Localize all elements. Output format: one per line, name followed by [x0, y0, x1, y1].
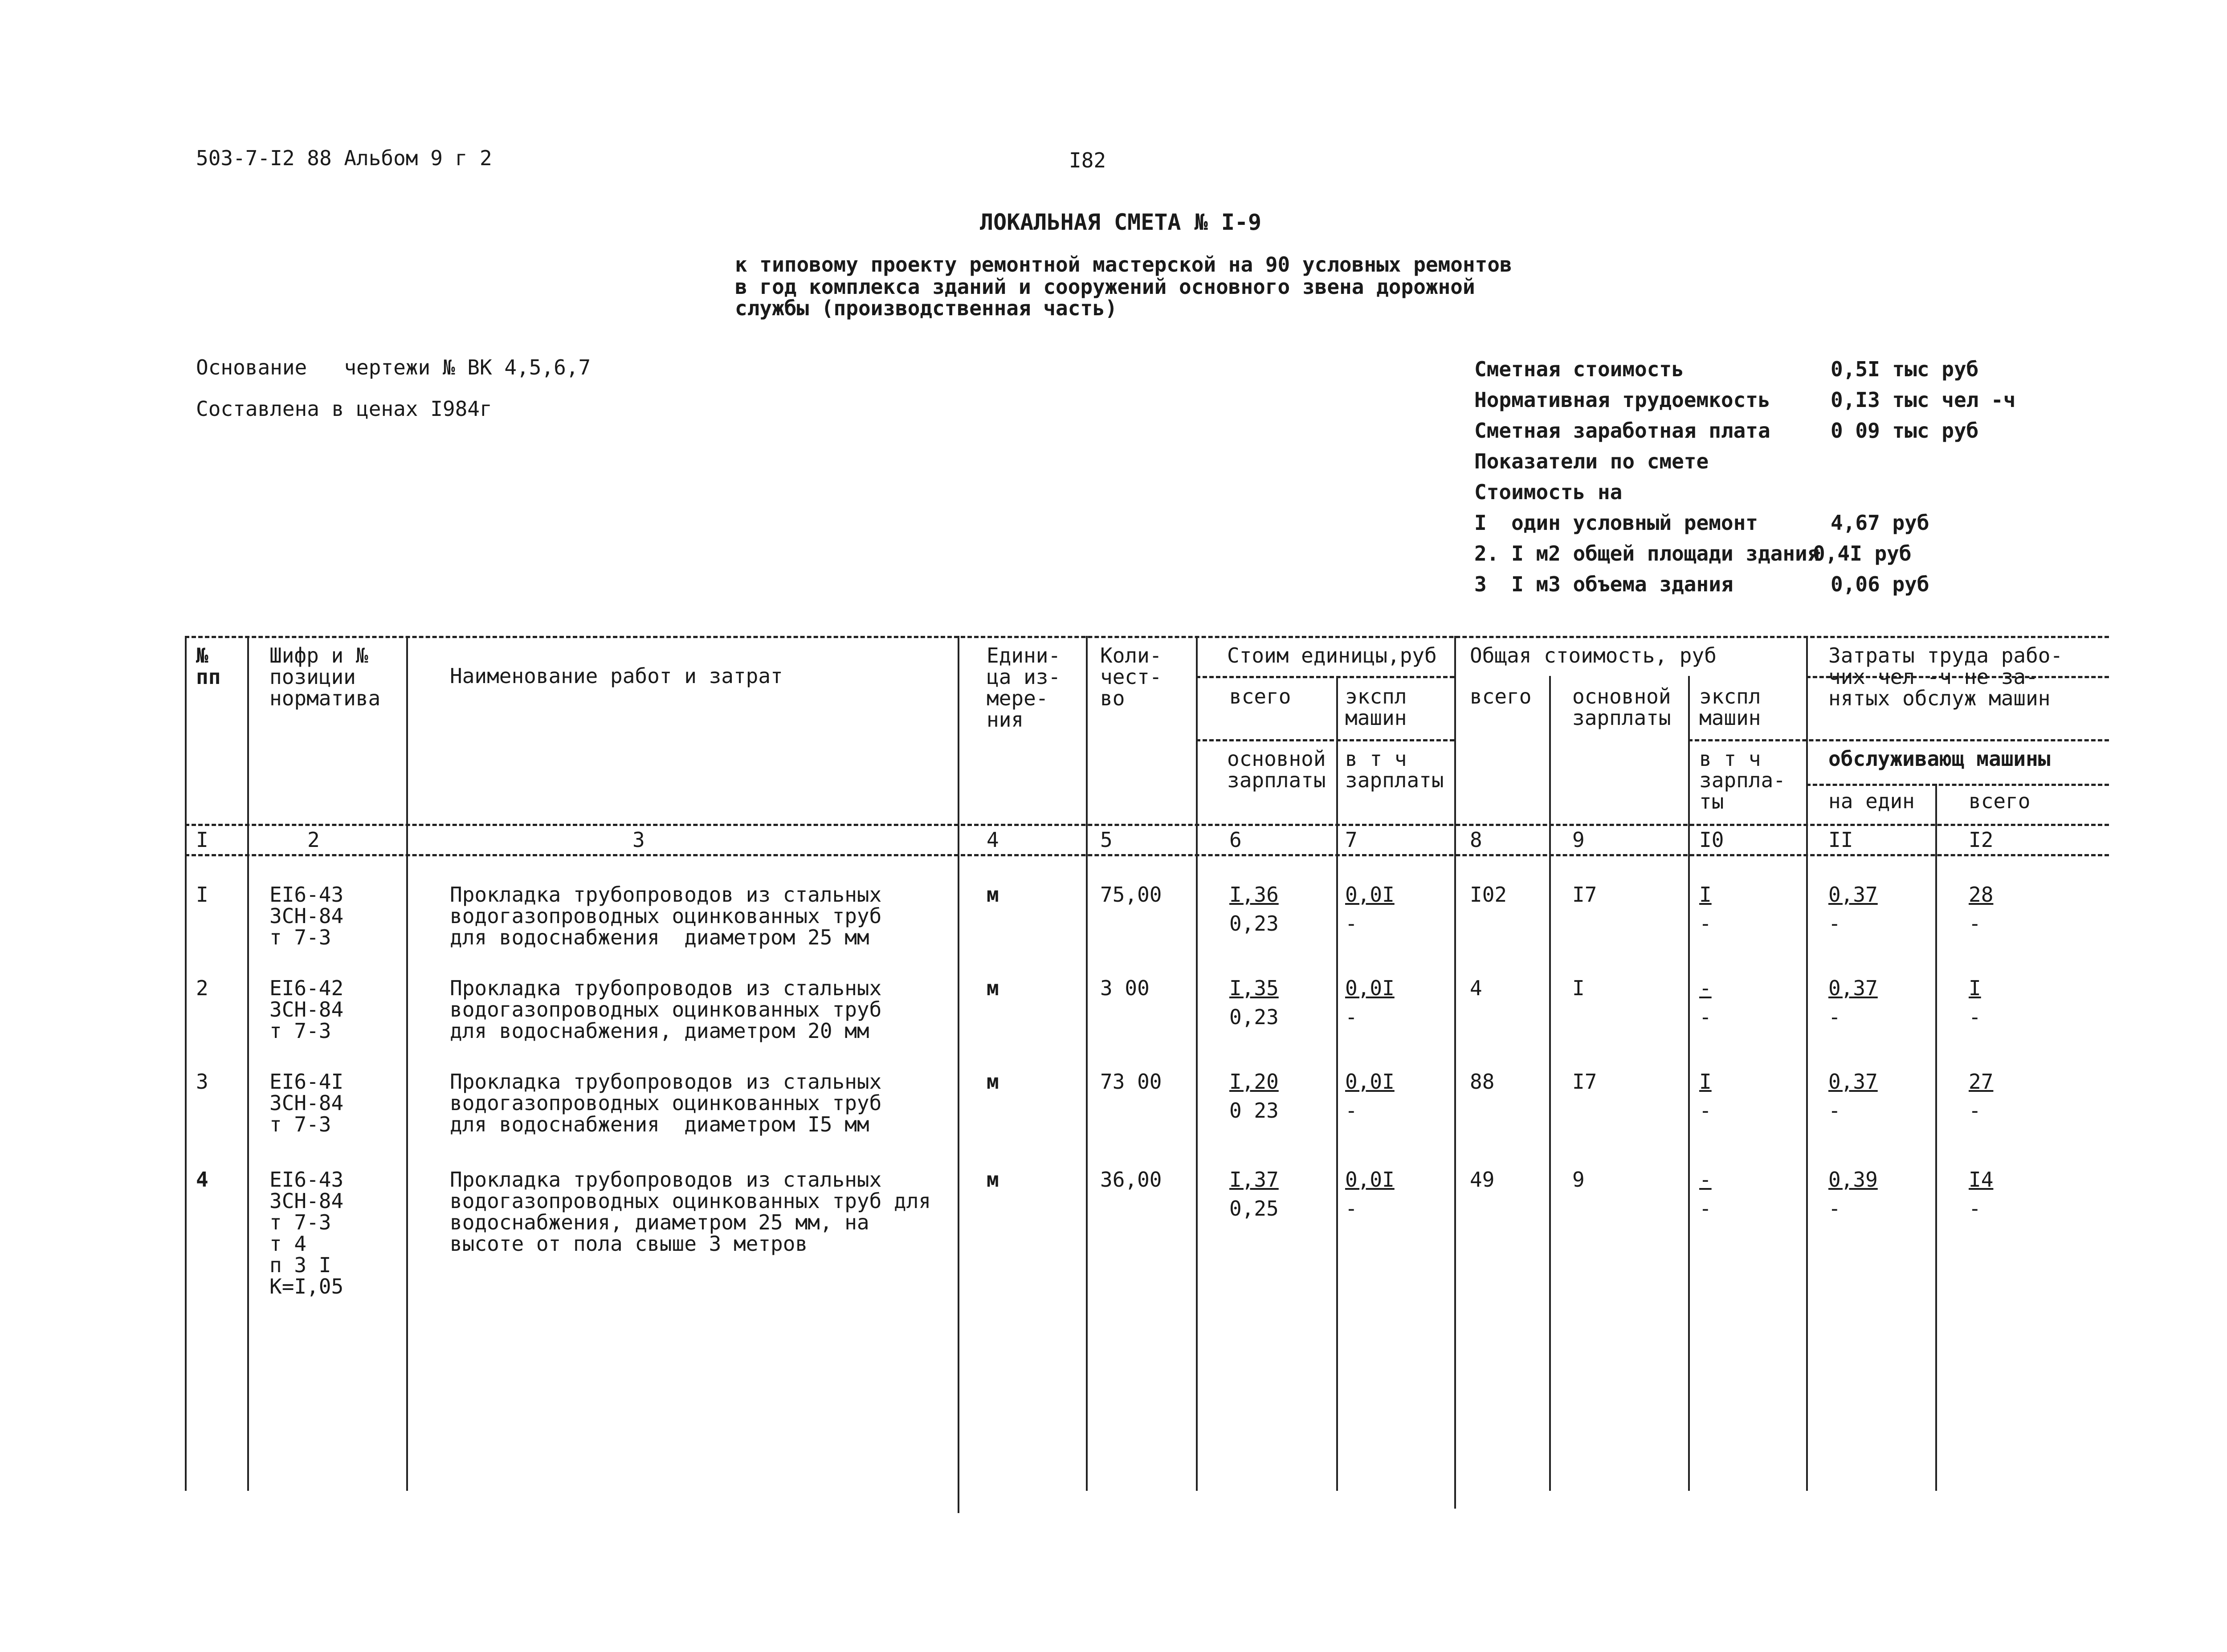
row-unit-wage: 0,23 — [1229, 911, 1279, 936]
row-labor-total: I4 — [1969, 1168, 1994, 1192]
row-labor-unit: 0,37 — [1828, 976, 1878, 1000]
row-unit-total: I,37 — [1229, 1168, 1279, 1192]
header-unit-machines: экспл машин — [1345, 684, 1407, 730]
row-total-machine-wage: - — [1699, 1099, 1712, 1123]
row-labor-total-2: - — [1969, 1005, 1981, 1029]
row-code: EI6-43 ЗСН-84 т 7-3 — [269, 883, 344, 949]
subtitle-line-3: службы (производственная часть) — [735, 296, 1118, 320]
summary-value: 0,I3 тыс чел -ч — [1831, 388, 2016, 412]
header-total-cost-group: Общая стоимость, руб — [1470, 643, 1717, 667]
row-machine-wage: - — [1345, 1196, 1358, 1221]
header-labor-total: всего — [1969, 789, 2031, 813]
row-num: 4 — [196, 1168, 208, 1192]
row-unit-wage: 0,23 — [1229, 1005, 1279, 1029]
row-name: Прокладка трубопроводов из стальных водогазопроводных оцинкованных труб для водоснабжения диаметром 25 мм — [450, 883, 882, 949]
header-total-wage: основной зарплаты — [1572, 684, 1671, 730]
row-unit-total: I,20 — [1229, 1070, 1279, 1094]
summary-value: 0 09 тыс руб — [1831, 419, 1979, 443]
header-unit-machine-wage: в т ч зарплаты — [1345, 747, 1444, 792]
page-number: I82 — [1069, 148, 1106, 172]
document-code: 503-7-I2 88 Альбом 9 г 2 — [196, 146, 492, 170]
row-machines: 0,0I — [1345, 1070, 1395, 1094]
column-number: I — [196, 828, 208, 852]
column-number: 3 — [632, 828, 645, 852]
row-total-wage: 9 — [1572, 1168, 1585, 1192]
summary-value: 0,5I тыс руб — [1831, 357, 1979, 381]
row-num: 3 — [196, 1070, 208, 1094]
prices-line: Составлена в ценах I984г — [196, 397, 492, 421]
summary-label: I один условный ремонт — [1474, 511, 1758, 535]
row-name: Прокладка трубопроводов из стальных водогазопроводных оцинкованных труб для водоснабжения, диаметром 25 мм, на высоте от пола свыше 3 метров — [450, 1168, 931, 1256]
row-total: 88 — [1470, 1070, 1495, 1094]
row-labor-total: 28 — [1969, 883, 1994, 907]
summary-label: Сметная заработная плата — [1474, 419, 1770, 443]
row-machines: 0,0I — [1345, 883, 1395, 907]
summary-value: 0,4I руб — [1813, 541, 1912, 566]
header-labor-machines: обслуживающ машины — [1828, 747, 2051, 771]
row-unit: м — [987, 883, 999, 907]
row-total: 4 — [1470, 976, 1482, 1000]
row-num: 2 — [196, 976, 208, 1000]
summary-label: Показатели по смете — [1474, 449, 1709, 473]
row-total-machines: I — [1699, 1070, 1712, 1094]
row-labor-total: 27 — [1969, 1070, 1994, 1094]
column-number: 6 — [1229, 828, 1242, 852]
row-labor-total-2: - — [1969, 1196, 1981, 1221]
row-machine-wage: - — [1345, 1099, 1358, 1123]
column-number: 5 — [1100, 828, 1113, 852]
column-number: I2 — [1969, 828, 1994, 852]
document-title: ЛОКАЛЬНАЯ СМЕТА № I-9 — [980, 209, 1262, 235]
summary-label: 2. I м2 общей площади здания — [1474, 541, 1820, 566]
row-labor-total-2: - — [1969, 911, 1981, 936]
row-unit-wage: 0 23 — [1229, 1099, 1279, 1123]
row-total: I02 — [1470, 883, 1507, 907]
row-labor-unit-2: - — [1828, 1099, 1841, 1123]
row-qty: 73 00 — [1100, 1070, 1162, 1094]
row-qty: 3 00 — [1100, 976, 1150, 1000]
column-number: 2 — [307, 828, 320, 852]
column-number: I0 — [1699, 828, 1724, 852]
row-labor-unit-2: - — [1828, 1196, 1841, 1221]
subtitle-line-1: к типовому проекту ремонтной мастерской на 90 условных ремонтов — [735, 252, 1512, 277]
row-machines: 0,0I — [1345, 976, 1395, 1000]
column-number: 9 — [1572, 828, 1585, 852]
header-num: № пп — [196, 643, 221, 689]
header-total-machines: экспл машин — [1699, 684, 1761, 730]
row-unit: м — [987, 976, 999, 1000]
row-unit-total: I,36 — [1229, 883, 1279, 907]
row-machine-wage: - — [1345, 911, 1358, 936]
header-qty: Коли- чест- во — [1100, 643, 1162, 710]
row-name: Прокладка трубопроводов из стальных водогазопроводных оцинкованных труб для водоснабжения, диаметром 20 мм — [450, 976, 882, 1043]
row-total-machines: I — [1699, 883, 1712, 907]
header-total: всего — [1470, 684, 1532, 708]
row-labor-total: I — [1969, 976, 1981, 1000]
header-labor-group: Затраты труда рабо- чих чел -ч не за- нятых обслуж машин — [1828, 643, 2063, 710]
column-number: 7 — [1345, 828, 1358, 852]
column-number: 4 — [987, 828, 999, 852]
header-total-machine-wage: в т ч зарпла- ты — [1699, 747, 1786, 814]
summary-label: 3 I м3 объема здания — [1474, 572, 1733, 596]
subtitle-line-2: в год комплекса зданий и сооружений основного звена дорожной — [735, 275, 1475, 299]
row-total-machine-wage: - — [1699, 911, 1712, 936]
row-total: 49 — [1470, 1168, 1495, 1192]
row-unit: м — [987, 1168, 999, 1192]
summary-label: Сметная стоимость — [1474, 357, 1684, 381]
header-name: Наименование работ и затрат — [450, 664, 783, 688]
row-unit-total: I,35 — [1229, 976, 1279, 1000]
row-num: I — [196, 883, 208, 907]
row-total-machines: - — [1699, 976, 1712, 1000]
column-number: 8 — [1470, 828, 1482, 852]
row-labor-total-2: - — [1969, 1099, 1981, 1123]
basis-line: Основание чертежи № ВК 4,5,6,7 — [196, 355, 591, 379]
header-unit-wage: основной зарплаты — [1227, 747, 1326, 792]
row-total-wage: I — [1572, 976, 1585, 1000]
summary-value: 4,67 руб — [1831, 511, 1929, 535]
row-labor-unit-2: - — [1828, 911, 1841, 936]
row-code: EI6-4I ЗСН-84 т 7-3 — [269, 1070, 344, 1136]
row-total-machine-wage: - — [1699, 1196, 1712, 1221]
row-labor-unit: 0,39 — [1828, 1168, 1878, 1192]
header-labor-unit: на един — [1828, 789, 1915, 813]
header-unit-total: всего — [1229, 684, 1291, 708]
summary-label: Стоимость на — [1474, 480, 1623, 504]
row-machines: 0,0I — [1345, 1168, 1395, 1192]
header-unit: Едини- ца из- мере- ния — [987, 643, 1061, 732]
row-machine-wage: - — [1345, 1005, 1358, 1029]
row-labor-unit: 0,37 — [1828, 883, 1878, 907]
row-labor-unit-2: - — [1828, 1005, 1841, 1029]
column-number: II — [1828, 828, 1853, 852]
row-labor-unit: 0,37 — [1828, 1070, 1878, 1094]
summary-value: 0,06 руб — [1831, 572, 1929, 596]
row-total-wage: I7 — [1572, 883, 1597, 907]
row-code: EI6-43 ЗСН-84 т 7-3 т 4 п 3 I К=I,05 — [269, 1168, 344, 1298]
summary-label: Нормативная трудоемкость — [1474, 388, 1770, 412]
row-qty: 75,00 — [1100, 883, 1162, 907]
row-code: EI6-42 ЗСН-84 т 7-3 — [269, 976, 344, 1043]
header-code: Шифр и № позиции норматива — [269, 643, 381, 710]
row-total-machines: - — [1699, 1168, 1712, 1192]
row-total-wage: I7 — [1572, 1070, 1597, 1094]
row-unit-wage: 0,25 — [1229, 1196, 1279, 1221]
header-unit-cost-group: Стоим единицы,руб — [1227, 643, 1437, 667]
row-qty: 36,00 — [1100, 1168, 1162, 1192]
row-unit: м — [987, 1070, 999, 1094]
row-name: Прокладка трубопроводов из стальных водогазопроводных оцинкованных труб для водоснабжения диаметром I5 мм — [450, 1070, 882, 1136]
row-total-machine-wage: - — [1699, 1005, 1712, 1029]
